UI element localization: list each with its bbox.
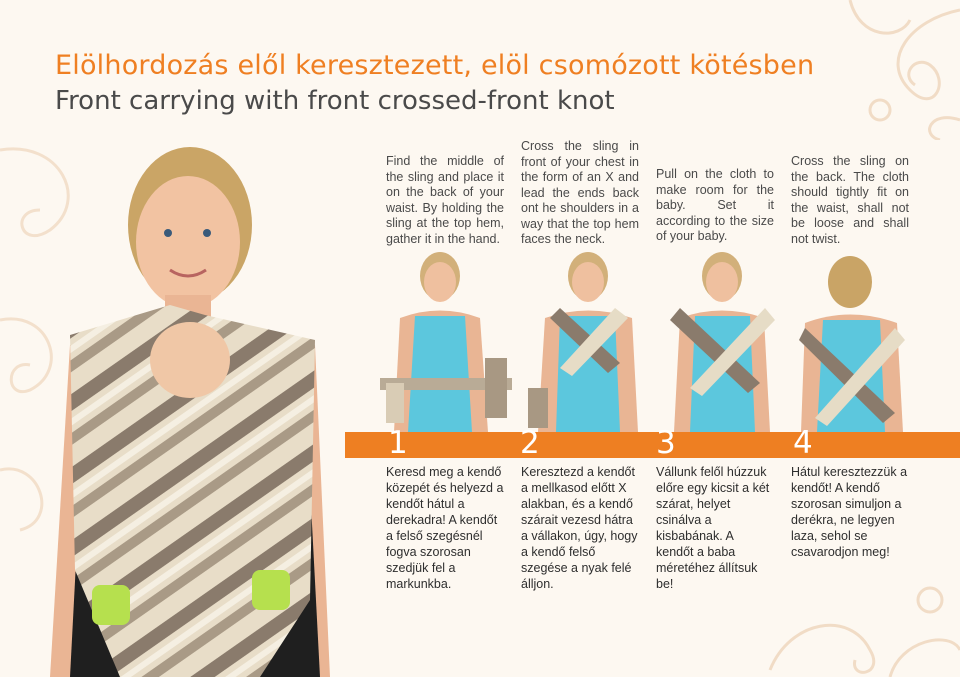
step-4-english-text: Cross the sling on the back. The cloth should tightly fit on the waist, shall not be loose and shall not twist. — [791, 154, 909, 246]
step-1-english-text: Find the middle of the sling and place it on the back of your waist. By holding the sling at the top hem, gather it in the hand. — [386, 154, 504, 246]
step-1-hungarian-text: Keresd meg a kendő közepét és helyezd a kendőt hátul a derekadra! A kendőt a felső szegésnél fogva szorosan szedjük fel a markunkba. — [386, 465, 504, 591]
main-photo-woman-with-baby — [30, 130, 350, 677]
step-number-2: 2 — [520, 425, 540, 461]
step-3-english-text: Pull on the cloth to make room for the baby. Set it according to the size of your baby. — [656, 167, 774, 243]
step-number-band — [345, 432, 960, 458]
step-number-1: 1 — [388, 425, 408, 461]
step-2-hungarian-text: Keresztezd a kendőt a mellkasod előtt X alakban, és a kendő szárait vezesd hátra a vállakon, úgy, hogy a kendő felső szegése a nyak felé álljon. — [521, 465, 638, 591]
step-2-photo — [520, 248, 650, 432]
page-title-english: Front carrying with front crossed-front knot — [55, 86, 615, 116]
step-1-photo — [380, 248, 512, 432]
step-4-photo — [795, 248, 920, 432]
step-4-hungarian-text: Hátul keresztezzük a kendőt! A kendő szorosan simuljon a derékra, ne legyen laza, sehol se csavarodjon meg! — [791, 465, 908, 559]
step-2-english-text: Cross the sling in front of your chest in the form of an X and lead the ends back ont he shoulders in a way that the top hem faces the neck. — [521, 139, 639, 246]
step-3-hungarian-text: Vállunk felől húzzuk előre egy kicsit a két szárat, helyet csinálva a kisbabának. A kendőt a baba méretéhez állítsuk be! — [656, 465, 770, 591]
page-title-hungarian: Elölhordozás elől keresztezett, elöl csomózott kötésben — [55, 50, 815, 81]
step-number-3: 3 — [656, 425, 676, 461]
ornament-bottom-right — [760, 560, 960, 677]
step-3-photo — [660, 248, 792, 432]
step-number-4: 4 — [793, 425, 813, 461]
